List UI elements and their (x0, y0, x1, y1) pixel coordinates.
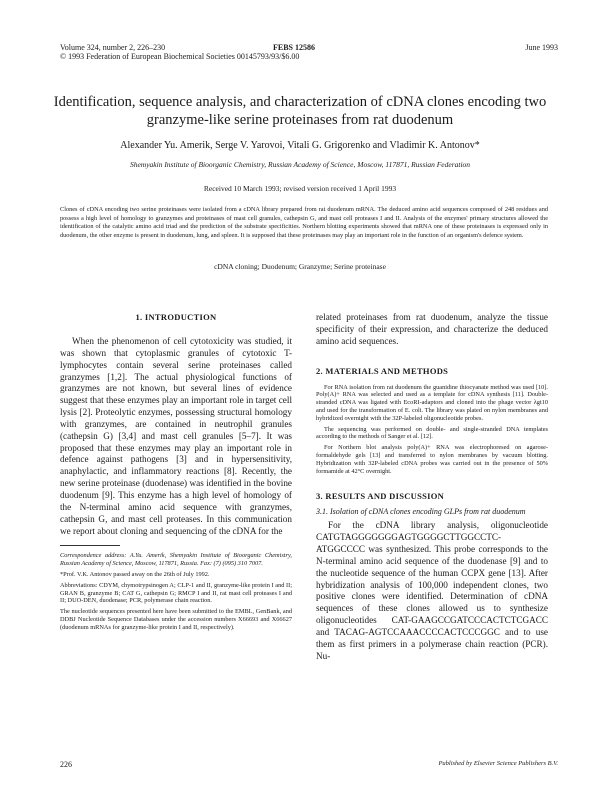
keywords: cDNA cloning; Duodenum; Granzyme; Serine proteinase (214, 262, 386, 271)
correspondence-note: Correspondence address: A.Yu. Amerik, Shemyakin Institute of Bioorganic Chemistry, Russian Academy of Science, Moscow, 117871, Russia. Fax: (7) (095) 310 7007. (60, 552, 292, 568)
page-number: 226 (60, 760, 72, 769)
journal-code: FEBS 12586 (273, 43, 316, 52)
received-dates: Received 10 March 1993; revised version received 1 April 1993 (203, 184, 397, 193)
deceased-note: *Prof. V.K. Antonov passed away on the 26th of July 1992. (60, 570, 210, 578)
affiliation: Shemyakin Institute of Bioorganic Chemistry, Russian Academy of Science, Moscow, 117871, Russian Federation (129, 160, 471, 169)
section-heading-methods: 2. MATERIALS AND METHODS (316, 365, 449, 376)
subsection-heading: 3.1. Isolation of cDNA clones encoding GLPs from rat duodenum (316, 507, 526, 517)
introduction-text: When the phenomenon of cell cytotoxicity was studied, it was shown that cytoplasmic granules of cytotoxic T-lymphocytes contain several serine proteinases called granzymes [1,2]. The actual physiological functions of granzymes are not known, but several lines of evidence suggest that these enzymes play an important role in target cell lysis [2]. Proteolytic enzymes, possessing structural homology with granzymes, are contained in neutrophil granules (cathepsin G) [3,4] and mast cell granules [5–7]. It was proposed that these enzymes may play an important role in defence against pathogens [3] and in hypersensitivity, anaphylactic, and inflammatory reactions [8]. Recently, the new serine proteinase (duodenase) was identified in the bovine duodenum [9]. This enzyme has a high level of homology of the N-terminal amino acid sequence with granzymes, cathepsin G, and mast cell proteases. In this communication we report about cloning and sequencing of the cDNA for the (60, 336, 292, 536)
right-column (316, 312, 548, 662)
left-column (60, 312, 292, 632)
author-list: Alexander Yu. Amerik, Serge V. Yarovoi, Vitali G. Grigorenko and Vladimir K. Antonov* (120, 140, 480, 151)
issue-date: June 1993 (525, 43, 558, 52)
article-title: Identification, sequence analysis, and characterization of cDNA clones encoding two granzyme-like serine proteinases from rat duodenum (53, 93, 547, 128)
methods-paragraph-1: For RNA isolation from rat duodenum the guanidine thiocyanate method was used [10]. Poly(A)+ RNA was selected and used as a template for cDNA synthesis [11]. Double-stranded cDNA was ligated with EcoRI-adaptors and cloned into the phage vector λgt10 and used for the transformation of E. coli. The library was plated on nylon membranes and hybridized overnight with the 32P-labeled oligonucleotide probes. (316, 383, 548, 422)
volume-line: Volume 324, number 2, 226–230 (60, 43, 166, 52)
footnote-divider (60, 545, 120, 546)
section-heading-introduction: 1. INTRODUCTION (135, 312, 217, 322)
section-heading-results: 3. RESULTS AND DISCUSSION (316, 491, 445, 502)
accession-note: The nucleotide sequences presented here have been submitted to the EMBL, GenBank, and DDBJ Nucleotide Sequence Databases under the accession numbers X66693 and X66627 (duodenum mRNAs for granzyme-like protein I and II, respectively). (60, 608, 292, 631)
introduction-continued: related proteinases from rat duodenum, analyze the tissue specificity of their expression, and characterize the deduced amino acid sequences. (316, 312, 548, 346)
page-header-left (60, 43, 299, 61)
copyright-line: © 1993 Federation of European Biochemical Societies 00145793/93/$6.00 (60, 52, 300, 61)
results-paragraph-1: For the cDNA library analysis, oligonucleotide CATGTAGGGGGGGAGTGGGGCTTGGCCTC-ATGGCCCC was synthesized. This probe corresponds to the N-terminal amino acid sequence of the duodenase [9] and to the nucleotide sequence of the human CCPX gene [13]. After hybridization analysis of 100,000 independent clones, two positive clones were identified. Determination of cDNA sequences of these clones allowed us to synthesize oligonucleotides CAT-GAAGCCGATCCCACTCTCGACC and TACAG-AGTCCAAACCCCACTCCCGGC and to use them as first primers in a polymerase chain reaction (PCR). Nu- (316, 520, 548, 661)
methods-paragraph-2: The sequencing was performed on double- and single-stranded DNA templates according to the methods of Sanger et al. [12]. (316, 425, 548, 441)
abstract: Clones of cDNA encoding two serine proteinases were isolated from a cDNA library prepared from rat duodenum mRNA. The deduced amino acid sequences composed of 248 residues and possess a high level of homology to granzymes and proteinases of mast cell granules, cathepsin G, and mast cell proteases I and II. Analysis of the enzymes' primary structures allowed the identification of the catalytic amino acid triad and the prediction of the substrate specificities. Northern blotting experiments showed that mRNA one of these proteinases is expressed only in duodenum, the other enzyme is present in duodenum, lung, and spleen. It is supposed that these proteinases may play an important role in the function of an organism's defence system. (60, 206, 548, 239)
methods-paragraph-3: For Northern blot analysis poly(A)+ RNA was electrophoresed on agarose-formaldehyde gels [13] and transferred to nylon membranes by vacuum blotting. Hybridization with 32P-labeled cDNA probes was carried out in the presence of 50% formamide at 42°C overnight. (316, 444, 548, 475)
abbreviations-note: Abbreviations: CDYM, chymotrypsinogen A; CLP-1 and II, granzyme-like protein I and II; GRAN B, granzyme B; CAT G, cathepsin G; RMCP I and II, rat mast cell proteases I and II; DUO-DEN, duodenase; PCR, polymerase chain reaction. (60, 581, 292, 605)
publisher-line: Published by Elsevier Science Publishers B.V. (438, 760, 558, 767)
